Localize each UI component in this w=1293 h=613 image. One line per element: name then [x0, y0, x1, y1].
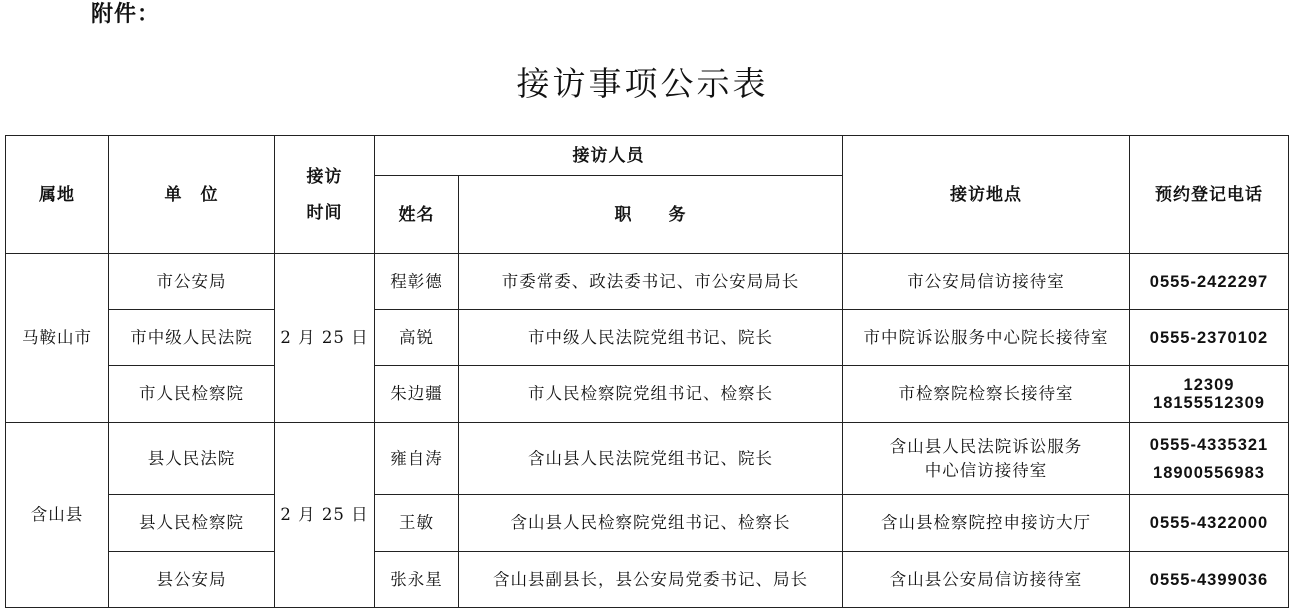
table-row [6, 423, 1289, 495]
name-cell: 雍自涛 [375, 423, 459, 495]
phone-line: 18900556983 [1153, 463, 1265, 482]
position-cell: 市人民检察院党组书记、检察长 [459, 366, 843, 423]
location-cell: 市公安局信访接待室 [843, 254, 1130, 310]
phone-cell: 0555-4322000 [1130, 495, 1289, 552]
location-cell: 含山县检察院控申接访大厅 [843, 495, 1130, 552]
phone-cell [1130, 423, 1289, 495]
unit-cell: 市公安局 [109, 254, 275, 310]
date-cell: 2 月 25 日 [275, 423, 375, 608]
table-row [6, 366, 1289, 423]
location-cell [843, 423, 1130, 495]
unit-cell: 县人民法院 [109, 423, 275, 495]
header-time-line2: 时间 [306, 202, 343, 223]
phone-line: 12309 [1183, 376, 1235, 394]
document-title: 接访事项公示表 [516, 64, 769, 103]
phone-cell: 0555-4399036 [1130, 552, 1289, 608]
name-cell: 高锐 [375, 310, 459, 366]
phone-cell [1130, 366, 1289, 423]
name-cell: 王敏 [375, 495, 459, 552]
location-cell: 含山县公安局信访接待室 [843, 552, 1130, 608]
unit-cell: 县公安局 [109, 552, 275, 608]
date-cell: 2 月 25 日 [275, 254, 375, 423]
name-cell: 朱边疆 [375, 366, 459, 423]
header-unit: 单 位 [109, 136, 275, 254]
header-staff-group: 接访人员 [375, 136, 843, 176]
location-cell: 市中院诉讼服务中心院长接待室 [843, 310, 1130, 366]
table-row [6, 254, 1289, 310]
phone-cell: 0555-2422297 [1130, 254, 1289, 310]
name-cell: 张永星 [375, 552, 459, 608]
phone-cell: 0555-2370102 [1130, 310, 1289, 366]
location-cell: 市检察院检察长接待室 [843, 366, 1130, 423]
phone-line: 0555-4335321 [1149, 435, 1269, 454]
location-line: 含山县人民法院诉讼服务 [889, 436, 1083, 456]
header-time-line1: 接访 [306, 166, 343, 187]
region-cell: 含山县 [6, 423, 109, 608]
position-cell: 市中级人民法院党组书记、院长 [459, 310, 843, 366]
unit-cell: 市人民检察院 [109, 366, 275, 423]
table-row [6, 310, 1289, 366]
header-name: 姓名 [375, 176, 459, 254]
position-cell: 含山县人民检察院党组书记、检察长 [459, 495, 843, 552]
header-location: 接访地点 [843, 136, 1130, 254]
header-phone: 预约登记电话 [1130, 136, 1289, 254]
phone-line: 18155512309 [1153, 394, 1265, 412]
unit-cell: 市中级人民法院 [109, 310, 275, 366]
position-cell: 含山县副县长，县公安局党委书记、局长 [459, 552, 843, 608]
header-position: 职 务 [459, 176, 843, 254]
header-time [275, 136, 375, 254]
region-cell: 马鞍山市 [6, 254, 109, 423]
reception-schedule-table [5, 135, 1289, 608]
location-line: 中心信访接待室 [924, 460, 1048, 480]
attachment-label: 附件： [91, 2, 161, 27]
position-cell: 市委常委、政法委书记、市公安局局长 [459, 254, 843, 310]
unit-cell: 县人民检察院 [109, 495, 275, 552]
table-row [6, 552, 1289, 608]
position-cell: 含山县人民法院党组书记、院长 [459, 423, 843, 495]
header-region: 属地 [6, 136, 109, 254]
name-cell: 程彰德 [375, 254, 459, 310]
table-row [6, 495, 1289, 552]
